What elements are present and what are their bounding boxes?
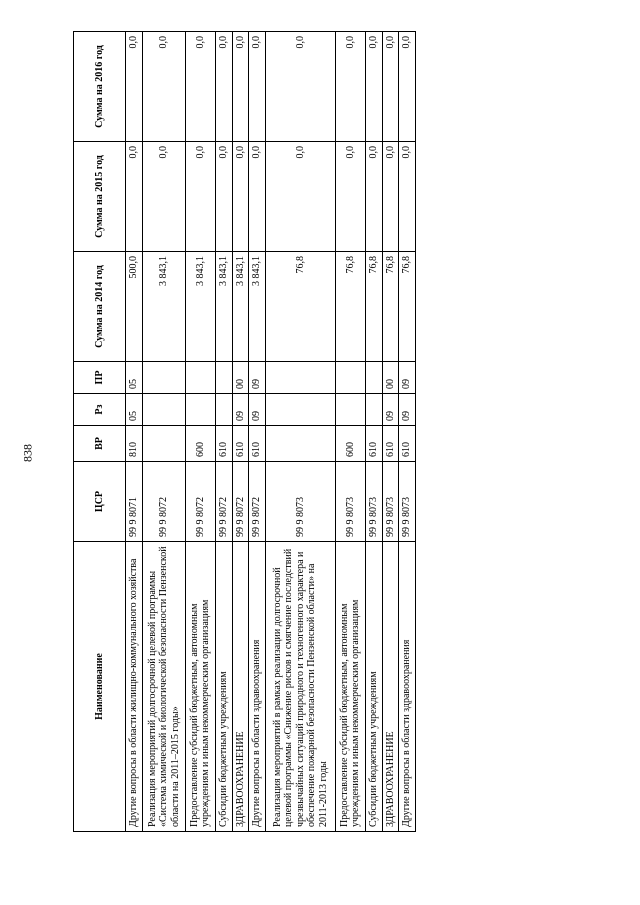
cell-csr: 99 9 8071 [126,462,143,542]
cell-pr [365,362,382,394]
cell-sum-2014: 76,8 [382,252,399,362]
cell-sum-2016: 0,0 [215,32,232,142]
header-vr: ВР [74,426,126,462]
cell-rz: 09 [399,394,416,426]
cell-vr: 600 [335,426,365,462]
cell-name: Реализация мероприятий в рамках реализации долгосрочной целевой программы «Снижение рисков и смягчение последствий чрезвычайных ситуаций природного и техногенного характера и обеспечение пожарной безопасности Пензенской области» на 2011-2013 годы [266,542,336,832]
cell-rz [215,394,232,426]
cell-csr: 99 9 8072 [249,462,266,542]
cell-name: Предоставление субсидий бюджетным, автономным учреждениям и иным некоммерческим организациям [335,542,365,832]
cell-sum-2016: 0,0 [365,32,382,142]
cell-pr [142,362,185,394]
cell-sum-2015: 0,0 [215,142,232,252]
cell-csr: 99 9 8072 [232,462,249,542]
header-rz: Рз [74,394,126,426]
cell-sum-2015: 0,0 [126,142,143,252]
cell-pr [185,362,215,394]
cell-sum-2014: 76,8 [335,252,365,362]
cell-name: Реализация мероприятий долгосрочной целевой программы «Система химической и биологической безопасности Пензенской области на 2011–2015 годы» [142,542,185,832]
cell-sum-2016: 0,0 [126,32,143,142]
cell-vr: 610 [365,426,382,462]
cell-sum-2016: 0,0 [232,32,249,142]
table-row [215,32,232,832]
table-row [399,32,416,832]
table-row [232,32,249,832]
cell-vr: 600 [185,426,215,462]
cell-sum-2014: 76,8 [266,252,336,362]
cell-sum-2015: 0,0 [232,142,249,252]
cell-rz: 05 [126,394,143,426]
header-sum-2015: Сумма на 2015 год [74,142,126,252]
cell-sum-2016: 0,0 [382,32,399,142]
cell-vr: 610 [215,426,232,462]
cell-csr: 99 9 8073 [266,462,336,542]
cell-name: Предоставление субсидий бюджетным, автономным учреждениям и иным некоммерческим организациям [185,542,215,832]
cell-vr: 610 [249,426,266,462]
cell-vr [266,426,336,462]
cell-rz: 09 [382,394,399,426]
table-row [249,32,266,832]
cell-rz: 09 [232,394,249,426]
cell-csr: 99 9 8073 [399,462,416,542]
table-row [335,32,365,832]
cell-csr: 99 9 8072 [215,462,232,542]
cell-name: ЗДРАВООХРАНЕНИЕ [232,542,249,832]
cell-sum-2015: 0,0 [399,142,416,252]
cell-rz [365,394,382,426]
header-csr: ЦСР [74,462,126,542]
cell-csr: 99 9 8073 [382,462,399,542]
cell-pr [335,362,365,394]
cell-sum-2015: 0,0 [335,142,365,252]
table-row [365,32,382,832]
cell-rz [335,394,365,426]
page-number: 838 [20,444,35,462]
cell-sum-2014: 76,8 [399,252,416,362]
cell-sum-2014: 76,8 [365,252,382,362]
budget-table [73,31,416,832]
table-row [126,32,143,832]
cell-pr: 00 [232,362,249,394]
cell-pr: 09 [249,362,266,394]
cell-pr: 09 [399,362,416,394]
cell-sum-2015: 0,0 [266,142,336,252]
cell-sum-2014: 3 843,1 [185,252,215,362]
table-row [142,32,185,832]
cell-rz: 09 [249,394,266,426]
cell-sum-2014: 500,0 [126,252,143,362]
budget-table-container [73,32,416,832]
cell-name: Другие вопросы в области здравоохранения [249,542,266,832]
cell-pr [215,362,232,394]
cell-sum-2016: 0,0 [249,32,266,142]
cell-rz [142,394,185,426]
cell-pr [266,362,336,394]
cell-sum-2015: 0,0 [185,142,215,252]
cell-csr: 99 9 8072 [142,462,185,542]
table-row [382,32,399,832]
header-sum-2014: Сумма на 2014 год [74,252,126,362]
cell-rz [185,394,215,426]
cell-sum-2016: 0,0 [142,32,185,142]
cell-sum-2014: 3 843,1 [215,252,232,362]
cell-name: ЗДРАВООХРАНЕНИЕ [382,542,399,832]
table-header-row [74,32,126,832]
cell-sum-2016: 0,0 [335,32,365,142]
cell-csr: 99 9 8073 [335,462,365,542]
cell-csr: 99 9 8072 [185,462,215,542]
cell-vr: 810 [126,426,143,462]
header-name: Наименование [74,542,126,832]
header-pr: ПР [74,362,126,394]
cell-name: Субсидии бюджетным учреждениям [365,542,382,832]
cell-sum-2015: 0,0 [249,142,266,252]
cell-sum-2016: 0,0 [399,32,416,142]
cell-vr: 610 [232,426,249,462]
cell-vr: 610 [382,426,399,462]
cell-name: Другие вопросы в области здравоохранения [399,542,416,832]
table-row [266,32,336,832]
cell-vr [142,426,185,462]
cell-pr: 00 [382,362,399,394]
cell-csr: 99 9 8073 [365,462,382,542]
cell-sum-2015: 0,0 [365,142,382,252]
cell-sum-2016: 0,0 [185,32,215,142]
cell-name: Субсидии бюджетным учреждениям [215,542,232,832]
table-row [185,32,215,832]
cell-sum-2014: 3 843,1 [142,252,185,362]
cell-sum-2014: 3 843,1 [249,252,266,362]
cell-sum-2014: 3 843,1 [232,252,249,362]
cell-name: Другие вопросы в области жилищно-коммунального хозяйства [126,542,143,832]
cell-sum-2016: 0,0 [266,32,336,142]
cell-vr: 610 [399,426,416,462]
cell-pr: 05 [126,362,143,394]
header-sum-2016: Сумма на 2016 год [74,32,126,142]
cell-rz [266,394,336,426]
cell-sum-2015: 0,0 [382,142,399,252]
cell-sum-2015: 0,0 [142,142,185,252]
